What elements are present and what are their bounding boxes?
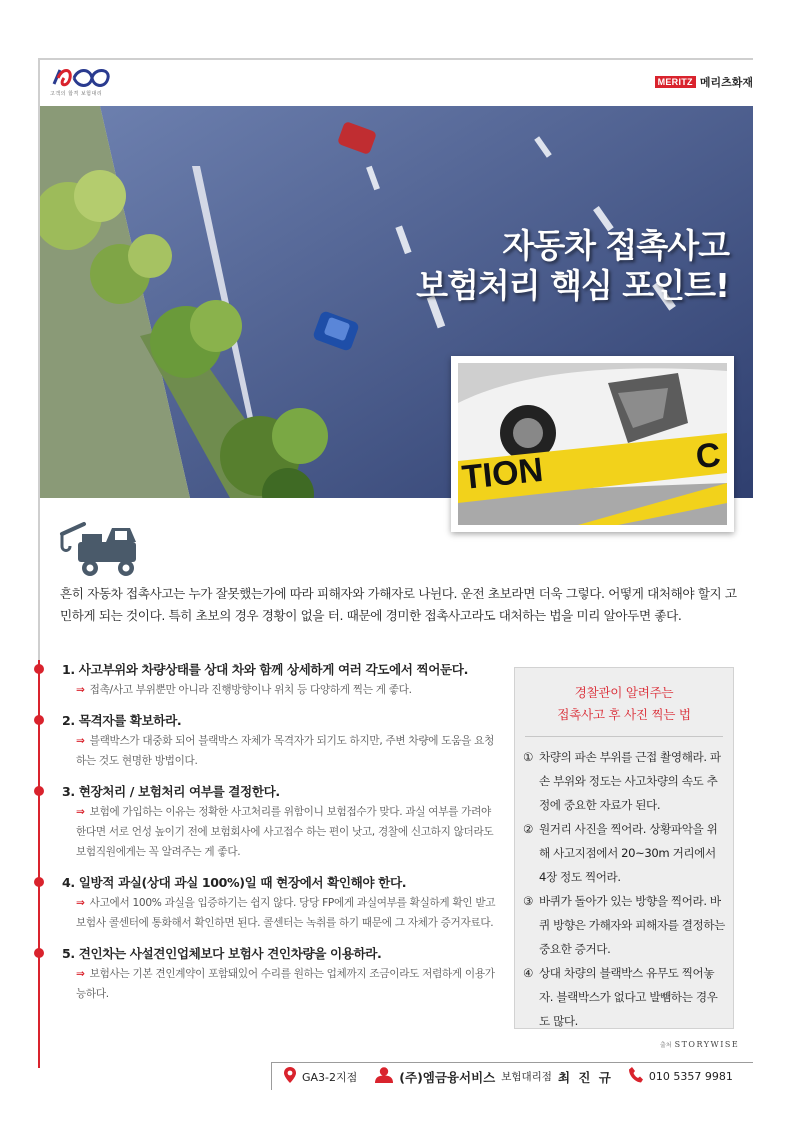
divider xyxy=(525,736,723,737)
agent-footer xyxy=(271,1062,753,1090)
phone-icon xyxy=(629,1067,643,1086)
bullet-dot-icon xyxy=(34,664,44,674)
photo-tip-number: ② xyxy=(523,822,533,836)
arrow-icon: ⇒ xyxy=(76,897,85,909)
tip-body-text: 보험사는 기본 견인계약이 포함돼있어 수리를 원하는 업체까지 조금이라도 저렴하게 이용가능하다. xyxy=(76,968,495,1000)
photo-tip-item xyxy=(523,889,725,961)
bullet-dot-icon xyxy=(34,715,44,725)
tip-heading: 1. 사고부위와 차량상태를 상대 차와 함께 상세하게 여러 각도에서 찍어둔다. xyxy=(62,662,468,677)
photo-tips-box xyxy=(514,667,734,1029)
brand-badge: MERITZ xyxy=(655,76,696,88)
agent-role: 보험대리점 xyxy=(501,1071,552,1083)
arrow-icon: ⇒ xyxy=(76,968,85,980)
tip-item xyxy=(38,711,498,771)
tip-item xyxy=(38,873,498,933)
tip-heading: 3. 현장처리 / 보험처리 여부를 결정한다. xyxy=(62,784,280,799)
tape-text-left: TION xyxy=(460,450,545,498)
accident-photo-frame xyxy=(458,363,727,525)
photo-tip-number: ③ xyxy=(523,894,533,908)
tip-heading: 4. 일방적 과실(상대 과실 100%)일 때 현장에서 확인해야 한다. xyxy=(62,875,407,890)
brand-logo xyxy=(655,74,753,90)
damaged-car-illustration xyxy=(458,363,727,525)
tape-text-right: C xyxy=(694,435,723,477)
intro-paragraph: 흔히 자동차 접촉사고는 누가 잘못했는가에 따라 피해자와 가해자로 나뉜다. 운전 초보라면 더욱 그렇다. 어떻게 대처해야 할지 고민하게 되는 것이다. 특히 초보의 경우 경황이 없을 터. 때문에 경미한 접촉사고라도 대처하는 법을 미리 알아두면 좋다. xyxy=(60,586,737,623)
branch-name: GA3-2지점 xyxy=(302,1070,358,1084)
tip-body xyxy=(62,731,498,771)
tips-list xyxy=(38,660,498,1015)
hero-title-line-2: 보험처리 핵심 포인트! xyxy=(416,266,729,305)
photo-tip-item xyxy=(523,961,725,1033)
frame-top-line xyxy=(38,58,753,60)
photo-tips-title-line-2: 접촉사고 후 사진 찍는 법 xyxy=(557,707,691,722)
logo-mark-icon xyxy=(50,66,120,90)
photo-tips-list xyxy=(515,745,733,1033)
photo-tip-item xyxy=(523,745,725,817)
location-pin-icon xyxy=(284,1067,296,1086)
tip-item xyxy=(38,782,498,862)
company-name: (주)엠금융서비스 xyxy=(399,1069,496,1085)
hero-title xyxy=(416,226,729,306)
arrow-icon: ⇒ xyxy=(76,806,85,818)
photo-tip-text: 차량의 파손 부위를 근접 촬영해라. 파손 부위와 정도는 사고차량의 속도 추정에 중요한 자료가 된다. xyxy=(539,750,721,812)
tip-body xyxy=(62,964,498,1004)
photo-tip-text: 원거리 사진을 찍어라. 상황파악을 위해 사고지점에서 20~30m 거리에서 4장 정도 찍어라. xyxy=(539,822,718,884)
phone-number: 010 5357 9981 xyxy=(648,1070,733,1083)
agent-name: 최 진 규 xyxy=(557,1069,613,1085)
tip-body xyxy=(62,893,498,933)
tip-body xyxy=(62,680,498,700)
source-credit-name: STORYWISE xyxy=(674,1040,740,1049)
photo-tips-title xyxy=(515,682,733,726)
bullet-dot-icon xyxy=(34,948,44,958)
tip-body-text: 보험에 가입하는 이유는 정확한 사고처리를 위함이니 보험접수가 맞다. 과실 여부를 가려야 한다면 서로 언성 높이기 전에 보험회사에 사고접수 하는 편이 낫고, 경찰에 신고하지 않더라도 보험직원에게는 꼭 알려주는 게 좋다. xyxy=(76,806,494,858)
photo-tip-number: ④ xyxy=(523,966,533,980)
photo-tip-item xyxy=(523,817,725,889)
tip-body xyxy=(62,802,498,862)
brand-name: 메리츠화재 xyxy=(699,76,753,89)
photo-tips-title-line-1: 경찰관이 알려주는 xyxy=(574,685,674,700)
photo-tip-text: 바퀴가 돌아가 있는 방향을 찍어라. 바퀴 방향은 가해자와 피해자를 결정하는 중요한 증거다. xyxy=(539,894,725,956)
tow-truck-icon xyxy=(56,520,142,582)
source-credit-prefix: 출처 xyxy=(660,1042,672,1049)
tip-body-text: 사고에서 100% 과실을 입증하기는 쉽지 않다. 당당 FP에게 과실여부를 확실하게 확인 받고 보험사 콜센터에 통화해서 확인하면 된다. 콜센터는 녹취를 하기 때문에 그 자체가 증거자료다. xyxy=(76,897,496,929)
person-icon xyxy=(375,1067,393,1086)
tip-body-text: 블랙박스가 대중화 되어 블랙박스 자체가 목격자가 되기도 하지만, 주변 차량에 도움을 요청하는 것도 현명한 방법이다. xyxy=(76,735,495,767)
photo-tip-number: ① xyxy=(523,750,533,764)
photo-tip-text: 상대 차량의 블랙박스 유무도 찍어놓자. 블랙박스가 없다고 발뺌하는 경우도 많다. xyxy=(539,966,718,1028)
logo-caption: 고객의 합격 보험대리 xyxy=(50,91,103,97)
tip-item xyxy=(38,660,498,700)
bullet-dot-icon xyxy=(34,877,44,887)
arrow-icon: ⇒ xyxy=(76,735,85,747)
bullet-dot-icon xyxy=(34,786,44,796)
accident-photo xyxy=(451,356,734,532)
arrow-icon: ⇒ xyxy=(76,684,85,696)
tip-heading: 2. 목격자를 확보하라. xyxy=(62,713,182,728)
tip-item xyxy=(38,944,498,1004)
tip-heading: 5. 견인차는 사설견인업체보다 보험사 견인차량을 이용하라. xyxy=(62,946,382,961)
hero-title-line-1: 자동차 접촉사고 xyxy=(502,226,729,265)
tip-body-text: 접촉/사고 부위뿐만 아니라 진행방향이나 위치 등 다양하게 찍는 게 좋다. xyxy=(89,684,412,696)
source-credit xyxy=(660,1040,739,1049)
